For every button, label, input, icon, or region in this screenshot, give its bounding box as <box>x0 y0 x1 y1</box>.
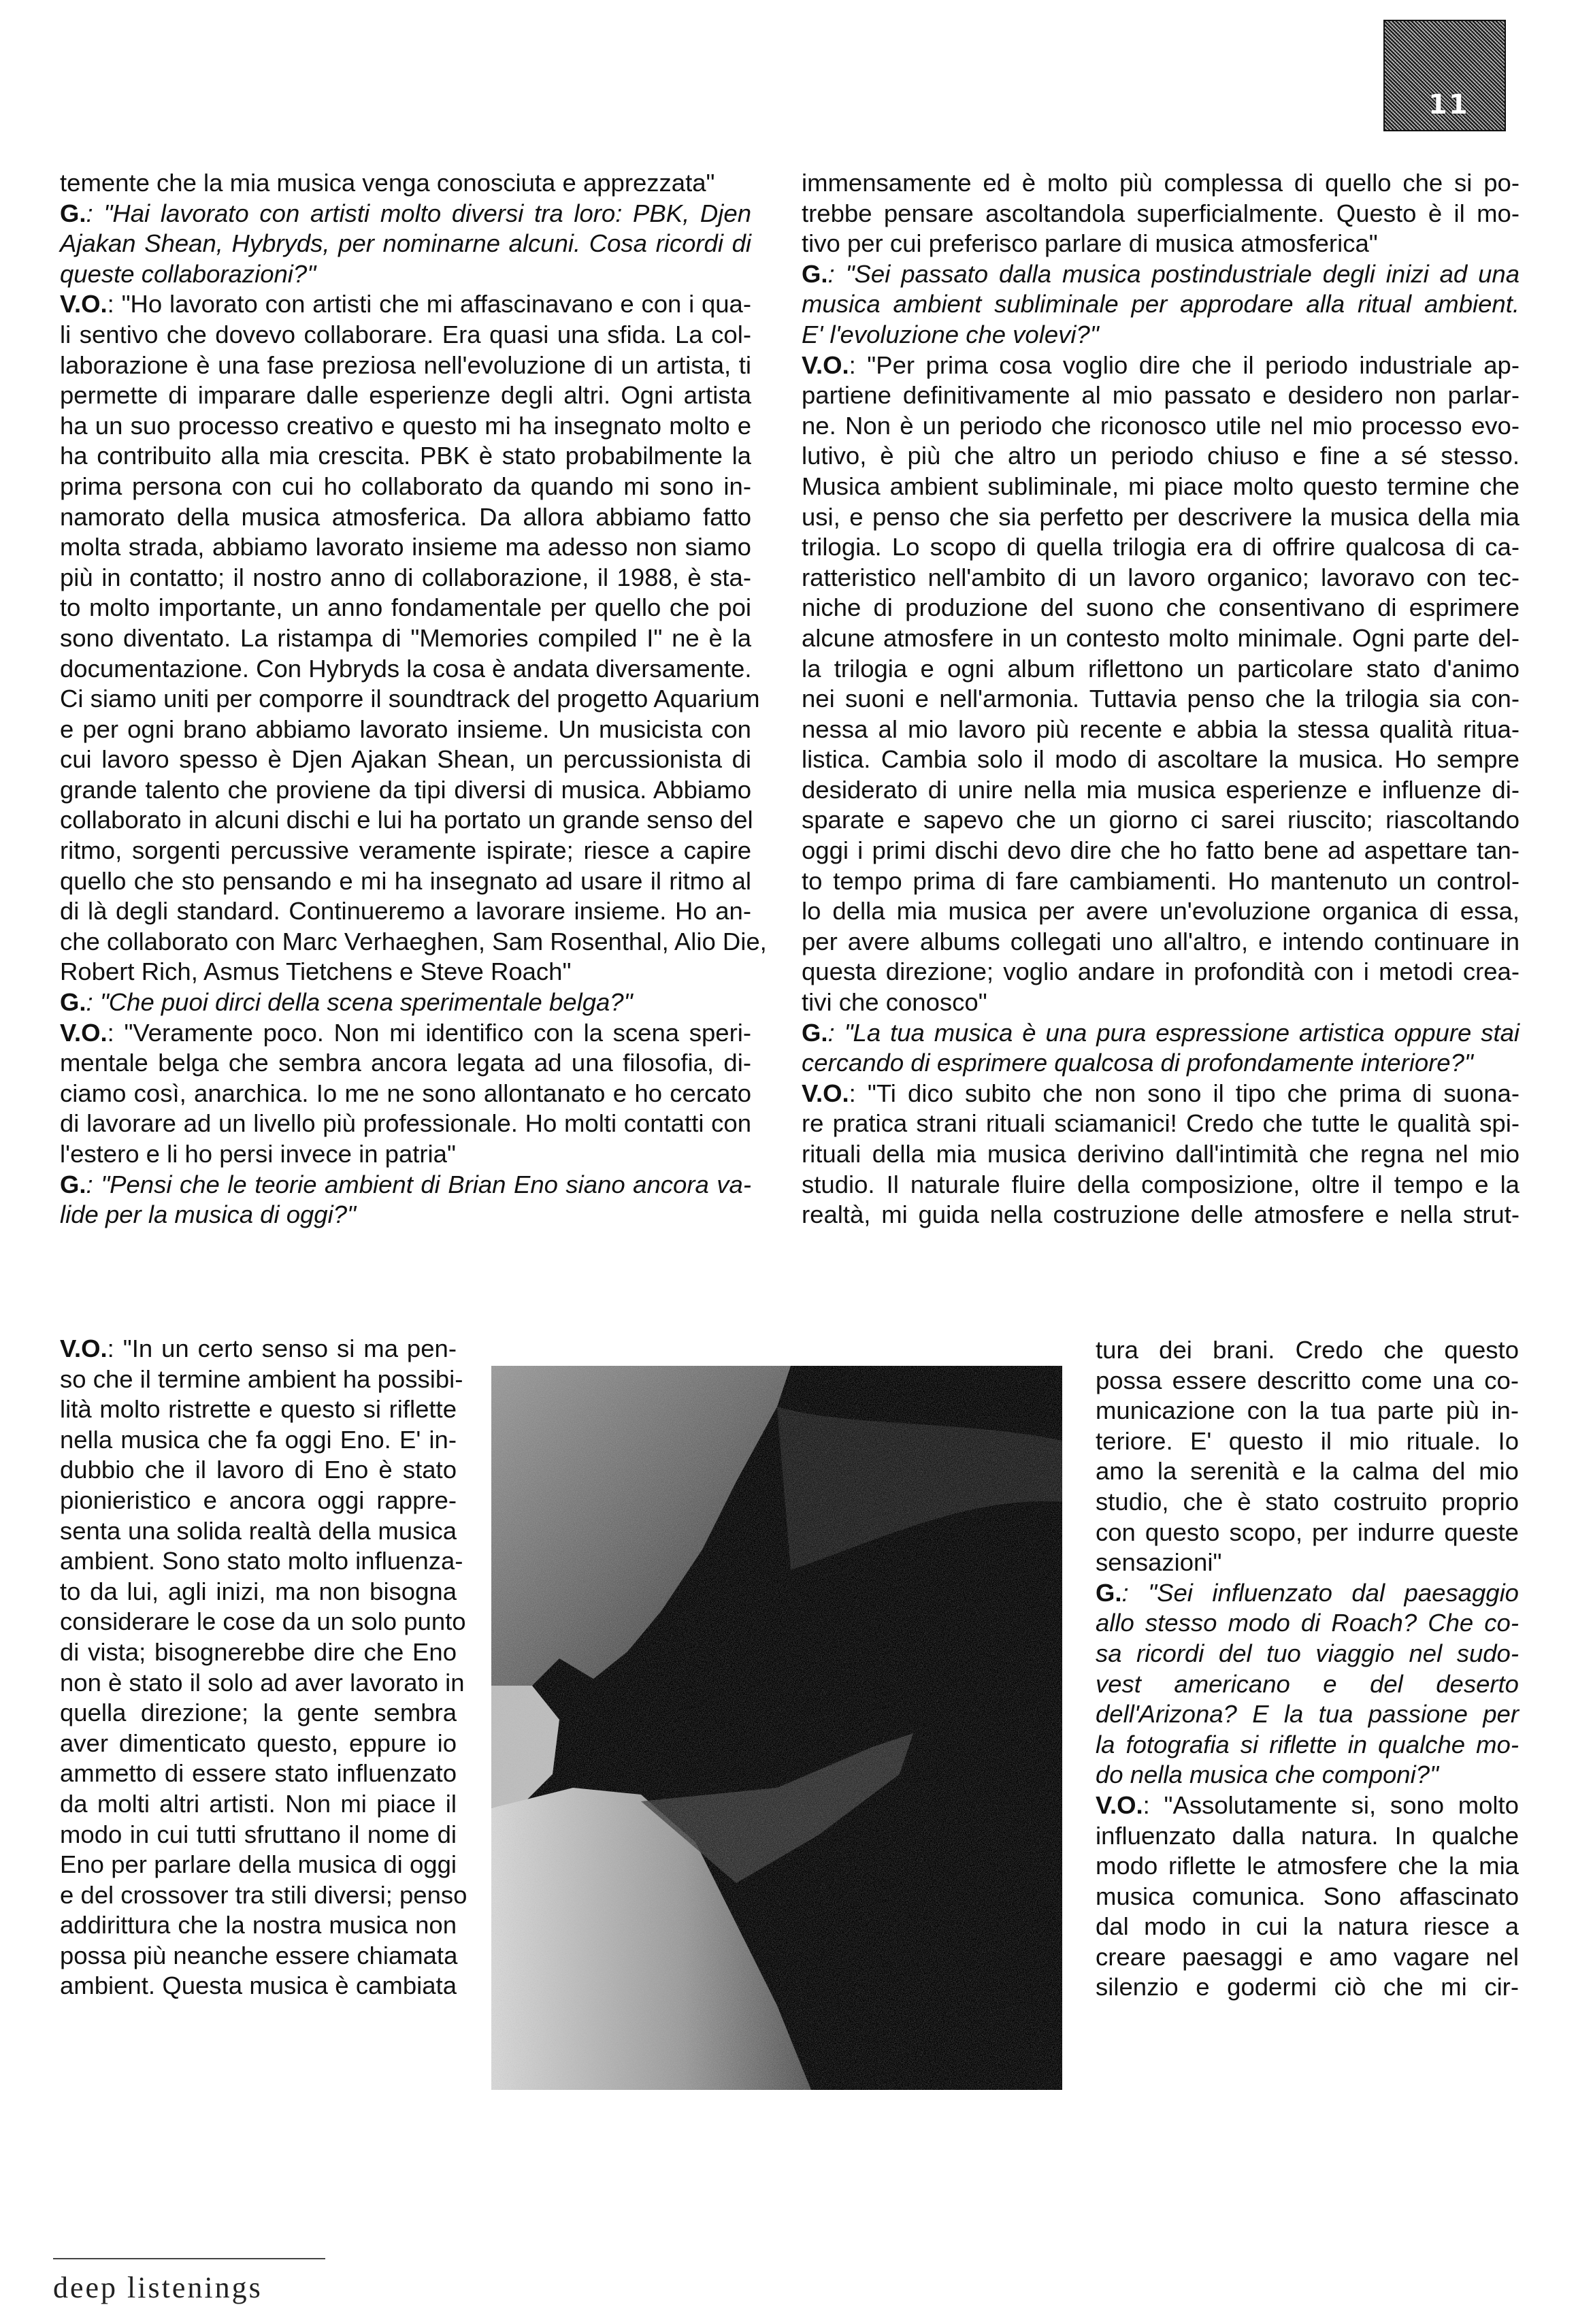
text-line <box>802 532 1520 563</box>
answer-text: ammetto di essere stato influenzato <box>60 1759 457 1788</box>
text-line <box>1096 1487 1519 1518</box>
speaker-label: G. <box>60 199 86 227</box>
text-line <box>60 1698 457 1729</box>
answer-text: ciamo così, anarchica. Io me ne sono allontanato e ho cercato <box>60 1079 751 1107</box>
answer-text: grande talento che proviene da tipi diversi di musica. Abbiamo <box>60 775 751 804</box>
text-line <box>1096 1730 1519 1761</box>
text-line <box>802 1170 1520 1200</box>
text-line <box>60 987 751 1018</box>
text-line <box>802 805 1520 836</box>
text-line <box>60 1820 457 1850</box>
text-line <box>802 229 1520 259</box>
question-text: E' l'evoluzione che volevi?" <box>802 320 1099 348</box>
question-text: vest americano e del deserto <box>1096 1669 1519 1698</box>
text-line <box>1096 1396 1519 1426</box>
text-line <box>60 1910 457 1941</box>
answer-text: alcune atmosfere in un contesto molto minimale. Ogni parte del- <box>802 623 1520 652</box>
answer-text: amo la serenità e la calma del mio <box>1096 1457 1519 1486</box>
question-text: dell'Arizona? E la tua passione per <box>1096 1700 1519 1729</box>
answer-text: niche di produzione del suono che consentivano di esprimere <box>802 593 1520 622</box>
question-text: : "Che puoi dirci della scena sperimentale belga?" <box>86 988 633 1017</box>
answer-text: ritmo, sorgenti percussive veramente ispirate; riesce a capire <box>60 836 751 865</box>
question-text: allo stesso modo di Roach? Che co- <box>1096 1609 1519 1637</box>
answer-text: so che il termine ambient ha possibi- <box>60 1364 463 1393</box>
answer-text: e del crossover tra stili diversi; penso <box>60 1880 467 1909</box>
text-line <box>802 775 1520 806</box>
text-line <box>60 1758 457 1789</box>
answer-text: possa essere descritto come una co- <box>1096 1366 1519 1394</box>
answer-text: per avere albums collegati uno all'altro, e intendo continuare in <box>802 927 1520 955</box>
answer-text: to molto importante, un anno fondamentale per quello che poi <box>60 593 751 622</box>
article-column-left-top <box>60 168 767 1230</box>
text-line <box>60 1971 457 2001</box>
answer-text: considerare le cose da un solo punto <box>60 1607 466 1636</box>
text-line <box>60 411 751 442</box>
text-line <box>1096 1882 1519 1912</box>
text-line <box>1096 1639 1519 1669</box>
answer-text: municazione con la tua parte più in- <box>1096 1396 1519 1425</box>
text-line <box>1096 1760 1519 1790</box>
answer-text: collaborato in alcuni dischi e lui ha portato un grande senso del <box>60 806 753 834</box>
question-text: queste collaborazioni?" <box>60 259 316 288</box>
text-line <box>60 1109 751 1139</box>
answer-text: tura dei brani. Credo che questo <box>1096 1336 1519 1364</box>
answer-text: ambient. Questa musica è cambiata <box>60 1971 457 2000</box>
canyon-image <box>491 1366 1062 2090</box>
speaker-label: G. <box>1096 1578 1122 1607</box>
page-number: 11 <box>1428 89 1469 120</box>
text-line <box>60 836 751 866</box>
text-line <box>60 896 751 927</box>
text-line <box>60 1079 751 1109</box>
text-line <box>60 1334 457 1364</box>
answer-text: realtà, mi guida nella costruzione delle atmosfere e nella strut- <box>802 1200 1520 1229</box>
text-line <box>802 472 1520 502</box>
text-line <box>802 927 1520 958</box>
text-line <box>802 623 1520 654</box>
text-line <box>60 1425 457 1456</box>
text-line <box>60 1668 465 1699</box>
answer-text: : "Per prima cosa voglio dire che il periodo industriale ap- <box>849 350 1520 379</box>
text-line <box>1096 1972 1519 2003</box>
answer-text: trilogia. Lo scopo di quella trilogia era di offrire qualcosa di ca- <box>802 533 1520 561</box>
text-line <box>60 1516 457 1547</box>
question-text: : "Sei influenzato dal paesaggio <box>1121 1578 1519 1607</box>
answer-text: di vista; bisognerebbe dire che Eno <box>60 1637 457 1666</box>
answer-text: l'estero e li ho persi invece in patria" <box>60 1140 456 1168</box>
text-line <box>60 1139 751 1170</box>
article-column-right-top <box>802 168 1520 1230</box>
answer-text: ha un suo processo creativo e questo mi ha insegnato molto e <box>60 411 751 440</box>
text-line <box>60 259 751 290</box>
answer-text: addirittura che la nostra musica non <box>60 1911 457 1940</box>
text-line <box>60 1018 751 1049</box>
text-line <box>60 684 760 715</box>
answer-text: pionieristico e ancora oggi rappre- <box>60 1486 457 1514</box>
text-line <box>60 1455 457 1486</box>
text-line <box>60 532 751 563</box>
page-number-badge <box>1383 20 1506 131</box>
speaker-label: V.O. <box>802 1079 849 1107</box>
answer-text: permette di imparare dalle esperienze degli altri. Ogni artista <box>60 381 751 410</box>
text-line <box>802 836 1520 866</box>
text-line <box>1096 1578 1519 1609</box>
text-line <box>802 350 1520 381</box>
answer-text: con questo scopo, per indurre queste <box>1096 1518 1519 1546</box>
answer-text: aver dimenticato questo, eppure io <box>60 1729 457 1757</box>
answer-text: oggi i primi dischi devo dire che ho fatto bene ad aspettare tan- <box>802 836 1520 865</box>
text-line <box>60 502 751 533</box>
text-line <box>60 168 751 199</box>
question-text: lide per la musica di oggi?" <box>60 1200 356 1229</box>
answer-text: influenzato dalla natura. In qualche <box>1096 1821 1519 1850</box>
text-line <box>802 380 1520 411</box>
text-line <box>60 1941 457 1971</box>
question-text: cercando di esprimere qualcosa di profondamente interiore?" <box>802 1049 1473 1077</box>
answer-text: partiene definitivamente al mio passato e desidero non parlar- <box>802 381 1520 410</box>
question-text: : "La tua musica è una pura espressione artistica oppure stai <box>827 1018 1520 1047</box>
question-text: la fotografia si riflette in qualche mo- <box>1096 1730 1519 1758</box>
answer-text: prima persona con cui ho collaborato da quando mi sono in- <box>60 472 751 500</box>
text-line <box>802 1109 1520 1139</box>
text-line <box>60 927 767 958</box>
answer-text: : "Veramente poco. Non mi identifico con la scena speri- <box>107 1018 751 1047</box>
answer-text: quella direzione; la gente sembra <box>60 1699 457 1727</box>
answer-text: temente che la mia musica venga conosciuta e apprezzata" <box>60 169 715 197</box>
answer-text: : "Ho lavorato con artisti che mi affascinavano e con i qua- <box>107 290 751 318</box>
text-line <box>1096 1426 1519 1457</box>
question-text: musica ambient subliminale per approdare alla ritual ambient. <box>802 290 1520 318</box>
text-line <box>1096 1699 1519 1730</box>
answer-text: quello che sto pensando e mi ha insegnato ad usare il ritmo al <box>60 866 751 895</box>
text-line <box>60 1850 457 1880</box>
text-line <box>60 1546 463 1577</box>
answer-text: lo della mia musica per avere un'evoluzione organica di essa, <box>802 897 1520 926</box>
speaker-label: G. <box>60 988 86 1017</box>
speaker-label: G. <box>802 259 828 288</box>
answer-text: molta strada, abbiamo lavorato insieme ma adesso non siamo <box>60 533 751 561</box>
answer-text: li sentivo che dovevo collaborare. Era quasi una sfida. La col- <box>60 320 751 348</box>
text-line <box>802 320 1520 350</box>
answer-text: di lavorare ad un livello più professionale. Ho molti contatti con <box>60 1109 751 1138</box>
speaker-label: V.O. <box>60 1018 108 1047</box>
text-line <box>802 1018 1520 1049</box>
answer-text: dubbio che il lavoro di Eno è stato <box>60 1456 457 1484</box>
text-line <box>1096 1548 1519 1578</box>
answer-text: silenzio e godermi ciò che mi cir- <box>1096 1973 1519 2001</box>
text-line <box>802 502 1520 533</box>
text-line <box>802 411 1520 442</box>
answer-text: desiderato di unire nella mia musica esperienze e influenze di- <box>802 775 1520 804</box>
text-line <box>60 957 751 987</box>
text-line <box>1096 1821 1519 1852</box>
text-line <box>60 593 751 623</box>
answer-text: re pratica strani rituali sciamanici! Credo che tutte le qualità spi- <box>802 1109 1520 1138</box>
magazine-logo: deep listenings <box>53 2271 263 2304</box>
text-line <box>60 744 751 775</box>
answer-text: possa più neanche essere chiamata <box>60 1941 458 1969</box>
text-line <box>60 380 751 411</box>
answer-text: to da lui, agli inizi, ma non bisogna <box>60 1577 457 1605</box>
speaker-label: V.O. <box>60 290 108 318</box>
question-text: sa ricordi del tuo viaggio nel sudo- <box>1096 1639 1519 1667</box>
text-line <box>60 1394 457 1425</box>
text-line <box>60 350 751 381</box>
answer-text: creare paesaggi e amo vagare nel <box>1096 1942 1519 1971</box>
text-line <box>802 441 1520 472</box>
answer-text: di là degli standard. Continueremo a lavorare insieme. Ho an- <box>60 897 751 926</box>
answer-text: teriore. E' questo il mio rituale. Io <box>1096 1426 1519 1455</box>
speaker-label: G. <box>60 1170 86 1198</box>
text-line <box>802 896 1520 927</box>
text-line <box>1096 1669 1519 1700</box>
text-line <box>60 1789 457 1820</box>
text-line <box>802 744 1520 775</box>
text-line <box>802 1079 1520 1109</box>
answer-text: studio, che è stato costruito proprio <box>1096 1487 1519 1516</box>
answer-text: ambient. Sono stato molto influenza- <box>60 1547 463 1575</box>
text-line <box>802 593 1520 623</box>
text-line <box>802 563 1520 593</box>
text-line <box>1096 1851 1519 1882</box>
answer-text: sparate e sapevo che un giorno ci sarei riuscito; riascoltando <box>802 806 1520 834</box>
answer-text: rituali della mia musica derivino dall'intimità che regna nel mio <box>802 1140 1520 1168</box>
text-line <box>802 715 1520 745</box>
text-line <box>60 1048 751 1079</box>
answer-text: Musica ambient subliminale, mi piace molto questo termine che <box>802 472 1520 500</box>
text-line <box>1096 1335 1519 1366</box>
speaker-label: V.O. <box>1096 1790 1143 1819</box>
text-line <box>60 1577 457 1607</box>
answer-text: documentazione. Con Hybryds la cosa è andata diversamente. <box>60 654 752 683</box>
answer-text: Robert Rich, Asmus Tietchens e Steve Roach" <box>60 958 572 986</box>
answer-text: : "Assolutamente si, sono molto <box>1143 1790 1519 1819</box>
answer-text: nella musica che fa oggi Eno. E' in- <box>60 1425 457 1454</box>
question-text: : "Sei passato dalla musica postindustriale degli inizi ad una <box>827 259 1520 288</box>
text-line <box>60 1607 466 1637</box>
answer-text: dal modo in cui la natura riesce a <box>1096 1912 1519 1941</box>
text-line <box>802 1200 1520 1230</box>
speaker-label: V.O. <box>60 1335 108 1362</box>
text-line <box>802 199 1520 229</box>
question-text: do nella musica che componi?" <box>1096 1761 1439 1789</box>
answer-text: questa direzione; voglio andare in profondità con i metodi crea- <box>802 958 1520 986</box>
answer-text: lutivo, è più che altro un periodo chiuso e fine a sé stesso. <box>802 442 1520 470</box>
text-line <box>802 168 1520 199</box>
text-line <box>60 654 751 685</box>
answer-text: listica. Cambia solo il modo di ascoltare la musica. Ho sempre <box>802 745 1520 774</box>
text-line <box>802 289 1520 320</box>
speaker-label: G. <box>802 1018 828 1047</box>
text-line <box>802 866 1520 897</box>
text-line <box>60 1880 467 1911</box>
answer-text: tivo per cui preferisco parlare di musica atmosferica" <box>802 229 1378 258</box>
text-line <box>60 1364 463 1395</box>
answer-text: nessa al mio lavoro più recente e abbia la stessa qualità ritua- <box>802 715 1520 743</box>
text-line <box>60 229 751 259</box>
answer-text: studio. Il naturale fluire della composizione, oltre il tempo e la <box>802 1170 1520 1198</box>
text-line <box>60 1637 457 1668</box>
answer-text: namorato della musica atmosferica. Da allora abbiamo fatto <box>60 502 751 531</box>
answer-text: cui lavoro spesso è Djen Ajakan Shean, un percussionista di <box>60 745 751 774</box>
text-line <box>60 199 751 229</box>
text-line <box>60 563 751 593</box>
text-line <box>60 1170 751 1200</box>
text-line <box>802 1139 1520 1170</box>
text-line <box>60 1486 457 1516</box>
text-line <box>1096 1790 1519 1821</box>
answer-text: lità molto ristrette e questo si riflette <box>60 1395 457 1424</box>
text-line <box>802 684 1520 715</box>
answer-text: non è stato il solo ad aver lavorato in <box>60 1668 465 1697</box>
text-line <box>1096 1456 1519 1487</box>
text-line <box>1096 1942 1519 1973</box>
text-line <box>60 441 751 472</box>
answer-text: tivi che conosco" <box>802 988 987 1017</box>
text-line <box>1096 1518 1519 1548</box>
answer-text: la trilogia e ogni album riflettono un particolare stato d'animo <box>802 654 1520 683</box>
text-line <box>1096 1608 1519 1639</box>
text-line <box>60 775 751 806</box>
speaker-label: V.O. <box>802 350 849 379</box>
answer-text: sono diventato. La ristampa di "Memories compiled I" ne è la <box>60 623 751 652</box>
answer-text: to tempo prima di fare cambiamenti. Ho mantenuto un control- <box>802 866 1520 895</box>
answer-text: e per ogni brano abbiamo lavorato insieme. Un musicista con <box>60 715 751 743</box>
footer-divider <box>53 2258 325 2259</box>
answer-text: che collaborato con Marc Verhaeghen, Sam Rosenthal, Alio Die, <box>60 927 767 955</box>
question-text: Ajakan Shean, Hybryds, per nominarne alcuni. Cosa ricordi di <box>60 229 751 258</box>
text-line <box>60 715 751 745</box>
text-line <box>802 987 1520 1018</box>
text-line <box>1096 1912 1519 1942</box>
text-line <box>60 472 751 502</box>
answer-text: modo in cui tutti sfruttano il nome di <box>60 1820 457 1848</box>
text-line <box>60 1200 751 1230</box>
answer-text: usi, e penso che sia perfetto per descrivere la musica della mia <box>802 502 1520 531</box>
answer-text: senta una solida realtà della musica <box>60 1516 457 1545</box>
answer-text: ha contribuito alla mia crescita. PBK è stato probabilmente la <box>60 442 751 470</box>
answer-text: ratteristico nell'ambito di un lavoro organico; lavoravo con tec- <box>802 563 1520 591</box>
answer-text: laborazione è una fase preziosa nell'evoluzione di un artista, ti <box>60 350 751 379</box>
answer-text: musica comunica. Sono affascinato <box>1096 1882 1519 1910</box>
text-line <box>802 259 1520 290</box>
answer-text: mentale belga che sembra ancora legata ad una filosofia, di- <box>60 1049 751 1077</box>
answer-text: sensazioni" <box>1096 1548 1222 1577</box>
answer-text: immensamente ed è molto più complessa di quello che si po- <box>802 169 1520 197</box>
question-text: : "Hai lavorato con artisti molto diversi tra loro: PBK, Djen <box>86 199 751 227</box>
answer-text: Eno per parlare della musica di oggi <box>60 1850 457 1879</box>
text-line <box>1096 1366 1519 1396</box>
text-line <box>60 623 751 654</box>
text-line <box>60 866 751 897</box>
answer-text: da molti altri artisti. Non mi piace il <box>60 1789 457 1818</box>
answer-text: : "Ti dico subito che non sono il tipo che prima di suona- <box>849 1079 1520 1107</box>
text-line <box>802 957 1520 987</box>
answer-text: modo riflette le atmosfere che la mia <box>1096 1852 1519 1880</box>
question-text: : "Pensi che le teorie ambient di Brian Eno siano ancora va- <box>86 1170 751 1198</box>
text-line <box>802 654 1520 685</box>
answer-text: Ci siamo uniti per comporre il soundtrack del progetto Aquarium <box>60 685 760 713</box>
answer-text: nei suoni e nell'armonia. Tuttavia penso che la trilogia sia con- <box>802 685 1520 713</box>
answer-text: trebbe pensare ascoltandola superficialmente. Questo è il mo- <box>802 199 1520 227</box>
text-line <box>802 1048 1520 1079</box>
text-line <box>60 320 751 350</box>
answer-text: : "In un certo senso si ma pen- <box>107 1335 457 1362</box>
article-column-left-bottom <box>60 1334 467 2001</box>
text-line <box>60 1729 457 1759</box>
article-column-right-bottom <box>1096 1335 1519 2003</box>
text-line <box>60 289 751 320</box>
answer-text: ne. Non è un periodo che riconosco utile nel mio processo evo- <box>802 411 1520 440</box>
text-line <box>60 805 751 836</box>
answer-text: più in contatto; il nostro anno di collaborazione, il 1988, è sta- <box>60 563 751 591</box>
landscape-photo <box>491 1366 1062 2090</box>
